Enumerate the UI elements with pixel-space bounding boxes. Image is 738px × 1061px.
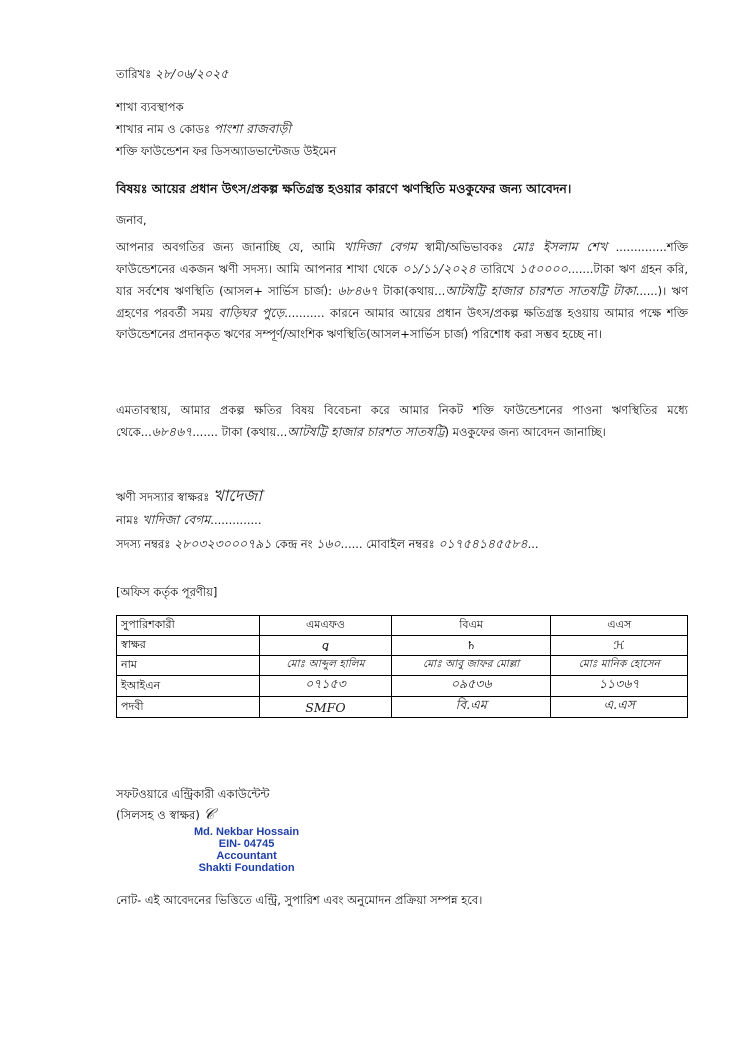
waiver-amount: ৬৮৪৬৭ <box>151 424 193 439</box>
office-row-designation <box>117 697 688 718</box>
office-row-name <box>117 656 688 676</box>
signature-cell <box>551 636 688 656</box>
date-label: তারিখঃ <box>116 67 152 81</box>
p1-text-e: .......টাকা ঋণ গ্রহন করি, যার সর্বশেষ ঋণস্থিতি (আসল+ সার্ভিস চার্জ): <box>116 262 689 298</box>
mfo-name: মোঃ আব্দুল হালিম <box>260 656 392 676</box>
salutation: জনাব, <box>116 213 147 227</box>
bm-name: মোঃ আবু জাফর মোল্লা <box>391 656 551 676</box>
date-value: ২৮/০৬/২০২৫ <box>154 66 229 81</box>
p1-text-g: ......)। ঋণ গ্রহণের পরবর্তী সময় <box>116 284 689 320</box>
date-line <box>116 66 228 82</box>
row-label: স্বাক্ষর <box>117 636 260 656</box>
office-table <box>116 615 688 718</box>
bm-ein: ০৯৫৩৬ <box>391 676 551 697</box>
paragraph-2 <box>116 400 688 443</box>
member-sign-label: ঋণী সদস্যার স্বাক্ষরঃ <box>116 490 210 504</box>
office-table-header <box>117 616 688 636</box>
member-name: খাদিজা বেগম <box>142 512 211 527</box>
balance-in-words: আটষট্টি হাজার চারশত সাতষট্টি টাকা <box>445 283 636 298</box>
signature-cell <box>391 636 551 656</box>
p1-text-f: টাকা(কথায়... <box>383 284 446 298</box>
member-id-label: সদস্য নম্বরঃ <box>116 537 171 551</box>
p2-text-b: ....... টাকা (কথায়... <box>192 425 288 439</box>
center-number: ১৬০ <box>316 536 341 551</box>
p1-text-a: আপনার অবগতির জন্য জানাচ্ছি যে, আমি <box>116 240 336 254</box>
org-line: শক্তি ফাউন্ডেশন ফর ডিসঅ্যাডভান্টেজড উইমেন <box>116 144 337 158</box>
signature-scribble-icon: ♄ <box>466 639 477 652</box>
header-recommender: সুপারিশকারী <box>117 616 260 636</box>
applicant-name: খাদিজা বেগম <box>343 239 417 254</box>
accountant-signature-icon: 𝒞 <box>203 805 215 823</box>
header-as: এএস <box>551 616 688 636</box>
office-row-signature <box>117 636 688 656</box>
accountant-seal-label: (সিলসহ ও স্বাক্ষর) <box>116 808 200 822</box>
loan-amount: ১৫০০০০ <box>519 261 568 276</box>
loan-balance: ৬৮৪৬৭ <box>337 283 378 298</box>
p2-text-a: এমতাবস্থায়, আমার প্রকল্প ক্ষতির বিষয় বিবেচনা করে আমার নিকট শক্তি ফাউন্ডেশনের পাওনা ঋণস্থিতির মধ্যে থেকে... <box>116 403 688 439</box>
mfo-ein: ০৭১৫৩ <box>260 676 392 697</box>
mfo-designation: SMFO <box>260 697 392 718</box>
stamp-ein: EIN- 04745 <box>218 838 275 850</box>
as-ein: ১১৩৬৭ <box>551 676 688 697</box>
member-name-line: নামঃ খাদিজা বেগম.............. <box>116 512 262 527</box>
center-label: কেন্দ্র নং <box>275 537 313 551</box>
manager-label: শাখা ব্যবস্থাপক <box>116 100 184 114</box>
branch-value: পাংশা রাজবাড়ী <box>213 121 291 136</box>
damage-reason: বাড়িঘর পুড়ে <box>218 305 285 320</box>
member-signature: খাদেজা <box>213 486 262 505</box>
p1-text-h: ........... কারনে আমার আয়ের প্রধান উৎস/প্রকল্প ক্ষতিগ্রস্ত হওয়ায় আমার পক্ষে শক্তি ফাউন্ডেশনের প্রদানকৃত ঋণের সম্পূর্ণ/আংশিক ঋণস্থিতি(আসল+সার্ভিস চার্জ) পরিশোধ করা সম্ভব হচ্ছে না। <box>116 306 689 341</box>
branch-label: শাখার নাম ও কোডঃ <box>116 122 211 136</box>
row-label: নাম <box>117 656 260 676</box>
member-id-line: সদস্য নম্বরঃ ২৮০৩২৩০০০৭৯১ কেন্দ্র নং ১৬০...... মোবাইল নম্বরঃ ০১৭৫৪১৪৫৫৮৪... <box>116 536 539 551</box>
member-id: ২৮০৩২৩০০০৭৯১ <box>173 536 272 551</box>
row-label: ইআইএন <box>117 676 260 697</box>
branch-line <box>116 121 291 137</box>
as-designation: এ.এস <box>551 697 688 718</box>
header-bm: বিএম <box>391 616 551 636</box>
signature-cell <box>260 636 392 656</box>
accountant-stamp <box>194 826 299 874</box>
loan-date: ০১/১১/২০২৪ <box>402 261 476 276</box>
row-label: পদবী <box>117 697 260 718</box>
header-mfo: এমএফও <box>260 616 392 636</box>
subject-line: বিষয়ঃ আয়ের প্রধান উৎস/প্রকল্প ক্ষতিগ্রস্ত হওয়ার কারণে ঋণস্থিতি মওকুফের জন্য আবেদন। <box>116 181 572 196</box>
paragraph-1 <box>116 236 688 345</box>
stamp-org: Shakti Foundation <box>198 862 295 874</box>
office-use-title: [অফিস কর্তৃক পূরণীয়] <box>116 585 218 599</box>
waiver-in-words: আটষট্টি হাজার চারশত সাতষট্টি <box>287 424 445 439</box>
p1-text-d: তারিখে <box>480 262 515 276</box>
bm-designation: বি.এম <box>391 697 551 718</box>
accountant-line-1: সফটওয়ারে এন্ট্রিকারী একাউন্টেন্ট <box>116 787 270 801</box>
p2-text-c: ) মওকুফের জন্য আবেদন জানাচ্ছি। <box>444 425 606 439</box>
as-name: মোঃ মানিক হোসেন <box>551 656 688 676</box>
guardian-name: মোঃ ইসলাম শেখ <box>511 239 608 254</box>
accountant-line-2 <box>116 806 214 823</box>
stamp-name: Md. Nekbar Hossain <box>194 826 300 838</box>
mobile-label: মোবাইল নম্বরঃ <box>366 537 435 551</box>
mobile-number: ০১৭৫৪১৪৫৫৮৪ <box>438 536 528 551</box>
signature-scribble-icon: ꝗ <box>321 639 329 652</box>
stamp-title: Accountant <box>216 850 277 862</box>
p1-text-c: ..............শক্তি ফাউন্ডেশনের একজন ঋণী সদস্য। আমি আপনার শাখা থেকে <box>116 240 689 276</box>
member-sign-line <box>116 488 262 505</box>
office-row-ein <box>117 676 688 697</box>
member-name-label: নামঃ <box>116 513 139 527</box>
footer-note: নোট- এই আবেদনের ভিত্তিতে এন্ট্রি, সুপারিশ এবং অনুমোদন প্রক্রিয়া সম্পন্ন হবে। <box>116 893 483 907</box>
p1-text-b: স্বামী/অভিভাবকঃ <box>424 240 504 254</box>
signature-scribble-icon: ℋ <box>613 639 625 652</box>
